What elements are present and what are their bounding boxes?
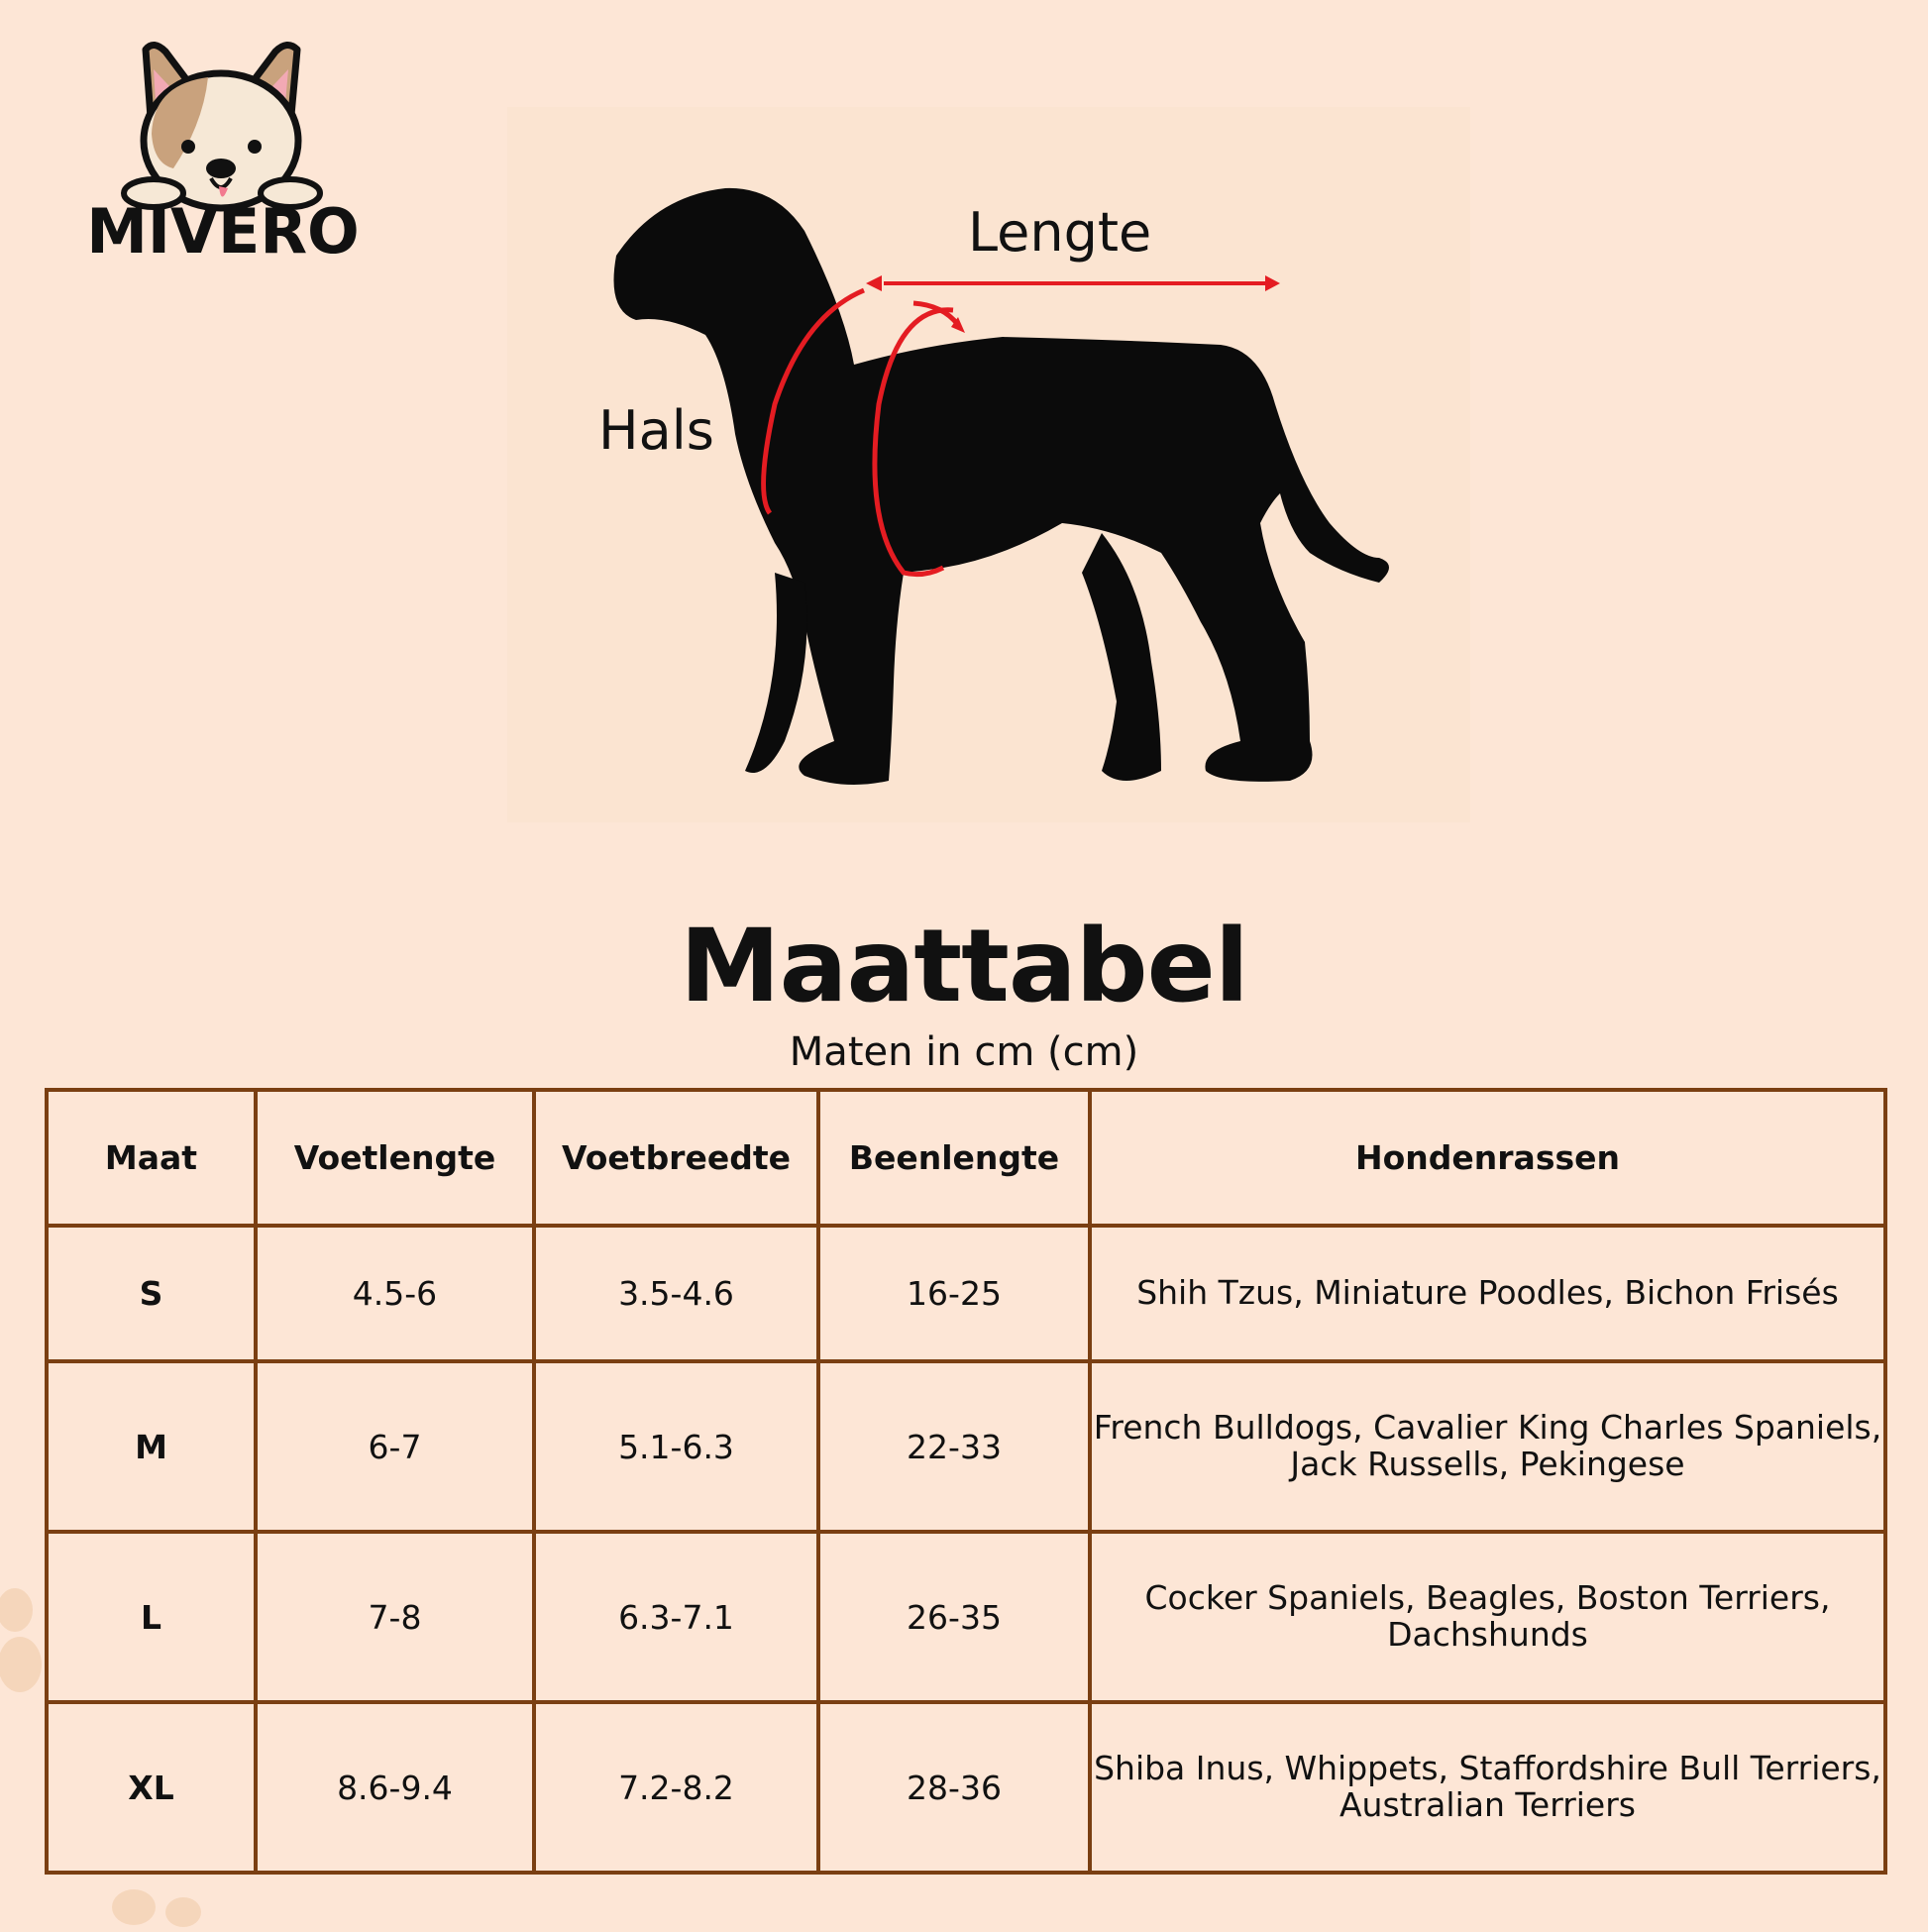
brand-logo: [84, 30, 381, 268]
leg-length-cell: 26-35: [818, 1532, 1090, 1702]
foot-width-cell: 5.1-6.3: [534, 1361, 818, 1532]
table-header-row: [47, 1090, 1885, 1226]
measurement-illustration: [507, 107, 1470, 822]
leg-length-cell: 16-25: [818, 1226, 1090, 1361]
paw-print-icon: [104, 1873, 213, 1932]
foot-length-cell: 4.5-6: [256, 1226, 534, 1361]
page-title: Maattabel: [680, 908, 1248, 1025]
table-row: [47, 1702, 1885, 1873]
size-cell: L: [47, 1532, 256, 1702]
foot-length-cell: 6-7: [256, 1361, 534, 1532]
svg-text:MIVERO: MIVERO: [86, 195, 360, 268]
breeds-cell: Shih Tzus, Miniature Poodles, Bichon Frisés: [1090, 1226, 1885, 1361]
foot-width-cell: 6.3-7.1: [534, 1532, 818, 1702]
breeds-cell: Shiba Inus, Whippets, Staffordshire Bull Terriers, Australian Terriers: [1090, 1702, 1885, 1873]
leg-length-cell: 22-33: [818, 1361, 1090, 1532]
breeds-cell: Cocker Spaniels, Beagles, Boston Terriers, Dachshunds: [1090, 1532, 1885, 1702]
foot-length-cell: 7-8: [256, 1532, 534, 1702]
header-size: Maat: [47, 1090, 256, 1226]
table-row: [47, 1226, 1885, 1361]
table-row: [47, 1361, 1885, 1532]
foot-width-cell: 3.5-4.6: [534, 1226, 818, 1361]
foot-width-cell: 7.2-8.2: [534, 1702, 818, 1873]
dog-silhouette-icon: [507, 107, 1470, 822]
size-table: [45, 1088, 1887, 1875]
header-foot-length: Voetlengte: [256, 1090, 534, 1226]
foot-length-cell: 8.6-9.4: [256, 1702, 534, 1873]
leg-length-cell: 28-36: [818, 1702, 1090, 1873]
breeds-cell: French Bulldogs, Cavalier King Charles Spaniels, Jack Russells, Pekingese: [1090, 1361, 1885, 1532]
page-subtitle: Maten in cm (cm): [789, 1029, 1139, 1075]
size-cell: S: [47, 1226, 256, 1361]
header-breeds: Hondenrassen: [1090, 1090, 1885, 1226]
table-row: [47, 1532, 1885, 1702]
header-foot-width: Voetbreedte: [534, 1090, 818, 1226]
size-cell: M: [47, 1361, 256, 1532]
size-cell: XL: [47, 1702, 256, 1873]
neck-label: Hals: [598, 399, 714, 462]
length-label: Lengte: [968, 201, 1152, 264]
dog-logo-icon: [84, 30, 381, 268]
header-leg-length: Beenlengte: [818, 1090, 1090, 1226]
